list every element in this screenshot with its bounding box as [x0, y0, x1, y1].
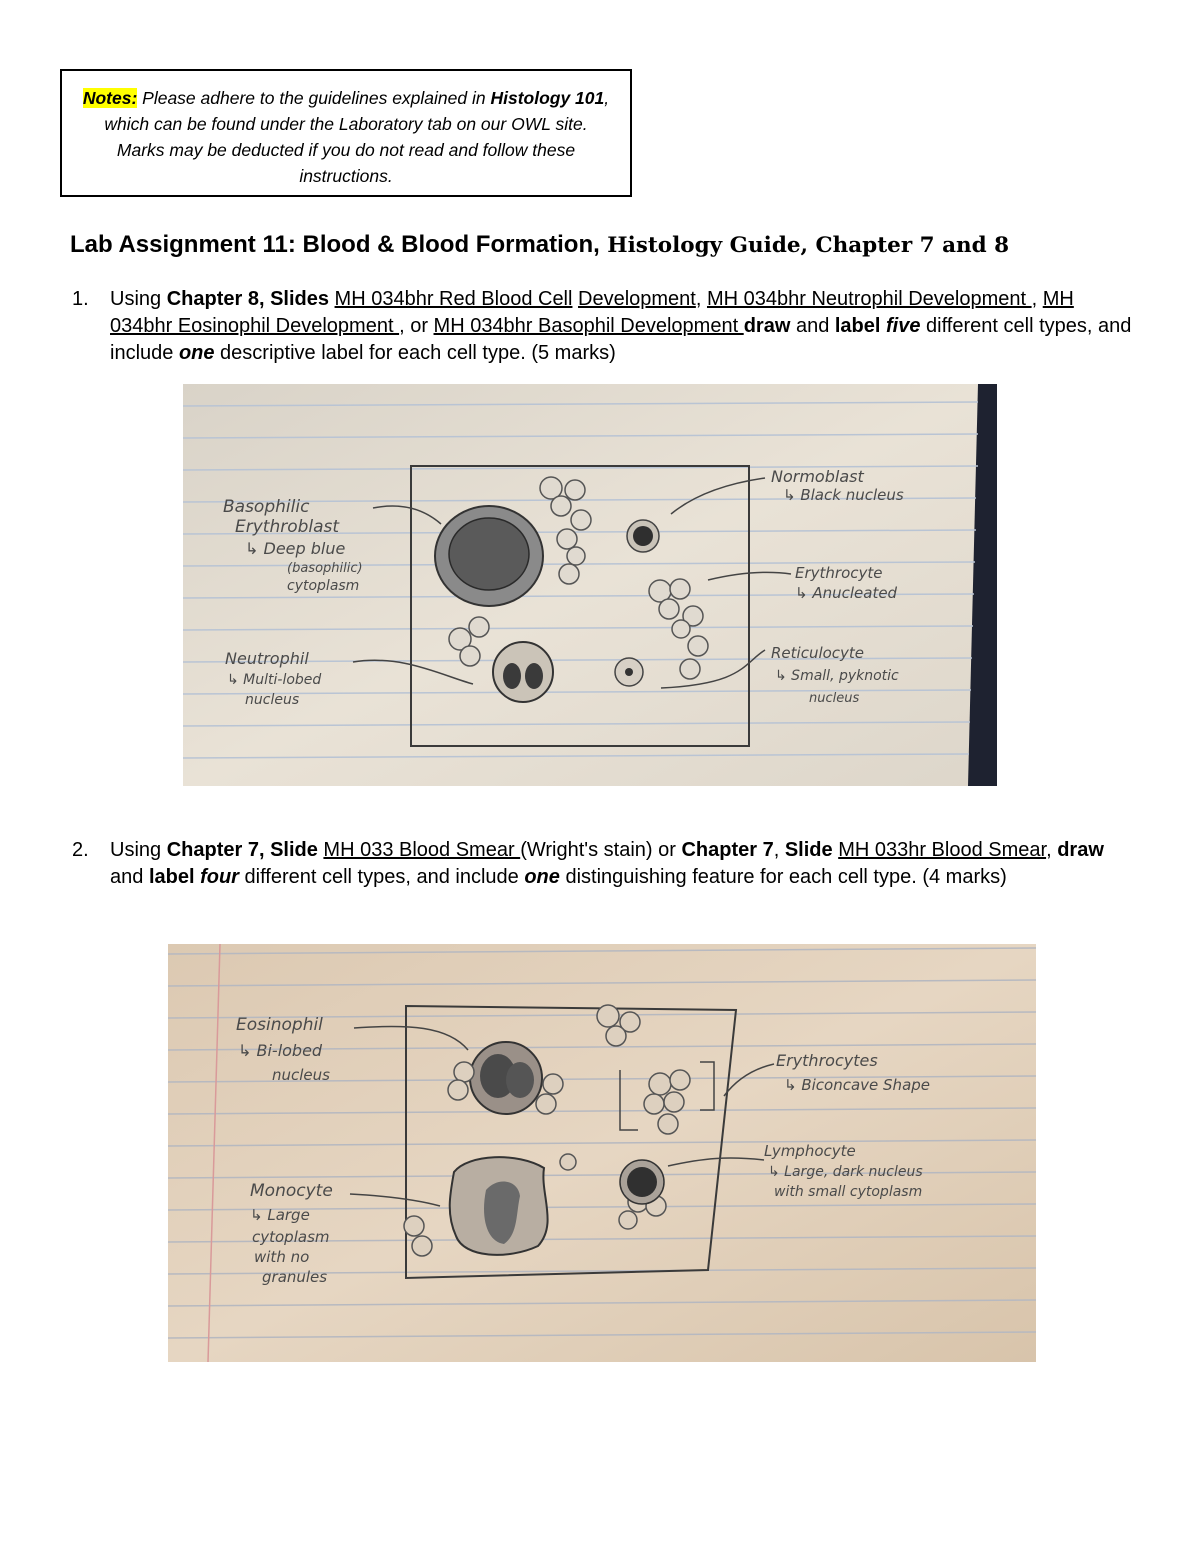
label-monocyte-3: cytoplasm — [252, 1228, 330, 1246]
slide-link-eosinophil[interactable]: MH 034bhr Eosinophil Development — [110, 288, 1074, 337]
bold-italic-text: one — [524, 866, 560, 888]
question-2 — [72, 837, 1132, 891]
label-reticulocyte: Reticulocyte — [771, 644, 865, 662]
bold-text: Slide — [784, 839, 833, 861]
bold-text: Chapter 7 — [681, 839, 774, 861]
title-main: Lab Assignment 11: Blood & Blood Formation, — [70, 231, 600, 258]
notes-text-2: , which can be found under the Laboratory tab on our OWL site. Marks may be deducted if you do not read and follow these instructions. — [104, 88, 610, 186]
text: Using — [110, 839, 167, 861]
question-number: 1. — [72, 288, 89, 310]
notes-box — [60, 69, 632, 197]
bold-italic-text: five — [886, 315, 921, 337]
label-monocyte-2: ↳ Large — [250, 1206, 310, 1224]
slide-link-blood-smear[interactable]: MH 033 Blood Smear — [323, 839, 521, 861]
slide-link-rbc-development[interactable]: Development — [578, 288, 696, 310]
question-text — [110, 837, 1132, 891]
label-neutrophil: Neutrophil — [225, 649, 309, 668]
text: , — [1046, 839, 1058, 861]
label-eosinophil-2: ↳ Bi-lobed — [238, 1041, 323, 1060]
bold-text: Chapter 7, Slide — [166, 839, 318, 861]
text: and — [110, 866, 149, 888]
text: , or — [399, 315, 434, 337]
bold-text: draw — [1057, 839, 1104, 861]
label-monocyte: Monocyte — [250, 1181, 333, 1201]
text: , — [773, 839, 785, 861]
label-lymphocyte-2: ↳ Large, dark nucleus — [768, 1164, 923, 1180]
sketch-1-drawing — [183, 384, 997, 786]
notes-strong: Histology 101 — [490, 88, 605, 108]
sketch-photo-2 — [168, 944, 1036, 1362]
label-eosinophil: Eosinophil — [236, 1015, 323, 1035]
label-erythrocyte: Erythrocyte — [795, 564, 883, 582]
label-neutrophil-2: ↳ Multi-lobed — [227, 672, 322, 688]
text: distinguishing feature for each cell type. (4 marks) — [559, 866, 1007, 888]
label-reticulocyte-2: ↳ Small, pyknotic — [775, 668, 899, 684]
label-monocyte-4: with no — [254, 1248, 310, 1266]
label-basophilic-5: cytoplasm — [287, 578, 360, 594]
label-monocyte-5: granules — [262, 1268, 328, 1286]
text: , — [1031, 288, 1043, 310]
bold-text: label — [148, 866, 195, 888]
label-normoblast-2: ↳ Black nucleus — [783, 486, 904, 504]
text: different cell types, and include — [238, 866, 525, 888]
label-erythrocyte-2: ↳ Anucleated — [795, 584, 898, 602]
label-neutrophil-3: nucleus — [245, 692, 300, 708]
bold-text: label — [834, 315, 881, 337]
bold-text: Chapter 8, Slides — [166, 288, 329, 310]
notes-label: Notes: — [82, 88, 138, 108]
label-reticulocyte-3: nucleus — [809, 691, 860, 706]
bold-italic-text: one — [178, 342, 215, 364]
text: and — [790, 315, 835, 337]
label-basophilic-4: (basophilic) — [287, 561, 363, 576]
slide-link-basophil[interactable]: MH 034bhr Basophil Development — [433, 315, 744, 337]
text: descriptive label for each cell type. (5 marks) — [214, 342, 616, 364]
label-erythrocytes: Erythrocytes — [776, 1051, 878, 1070]
question-1 — [72, 286, 1132, 367]
slide-link-blood-smear-hr[interactable]: MH 033hr Blood Smear — [838, 839, 1047, 861]
notes-text: Please adhere to the guidelines explained in — [137, 88, 491, 108]
page-title — [70, 227, 1009, 264]
text: , — [695, 288, 707, 310]
label-basophilic: Basophilic — [223, 497, 310, 517]
label-basophilic-2: Erythroblast — [235, 517, 340, 537]
question-number: 2. — [72, 839, 89, 861]
sketch-2-drawing — [168, 944, 1036, 1362]
label-eosinophil-3: nucleus — [272, 1066, 330, 1084]
label-basophilic-3: ↳ Deep blue — [245, 539, 346, 558]
label-erythrocytes-2: ↳ Biconcave Shape — [784, 1076, 931, 1094]
text: (Wright's stain) or — [520, 839, 682, 861]
question-text — [110, 286, 1132, 367]
text: different cell types, and include — [110, 315, 1132, 364]
title-guide: Histology Guide, Chapter 7 and 8 — [599, 233, 1010, 258]
label-normoblast: Normoblast — [771, 467, 864, 486]
label-lymphocyte-3: with small cytoplasm — [774, 1184, 923, 1200]
label-lymphocyte: Lymphocyte — [764, 1142, 856, 1160]
sketch-photo-1 — [183, 384, 997, 786]
slide-link-rbc[interactable]: MH 034bhr Red Blood Cell — [334, 288, 573, 310]
bold-italic-text: four — [200, 866, 239, 888]
text: Using — [110, 288, 167, 310]
bold-text: draw — [743, 315, 791, 337]
slide-link-neutrophil[interactable]: MH 034bhr Neutrophil Development — [706, 288, 1032, 310]
